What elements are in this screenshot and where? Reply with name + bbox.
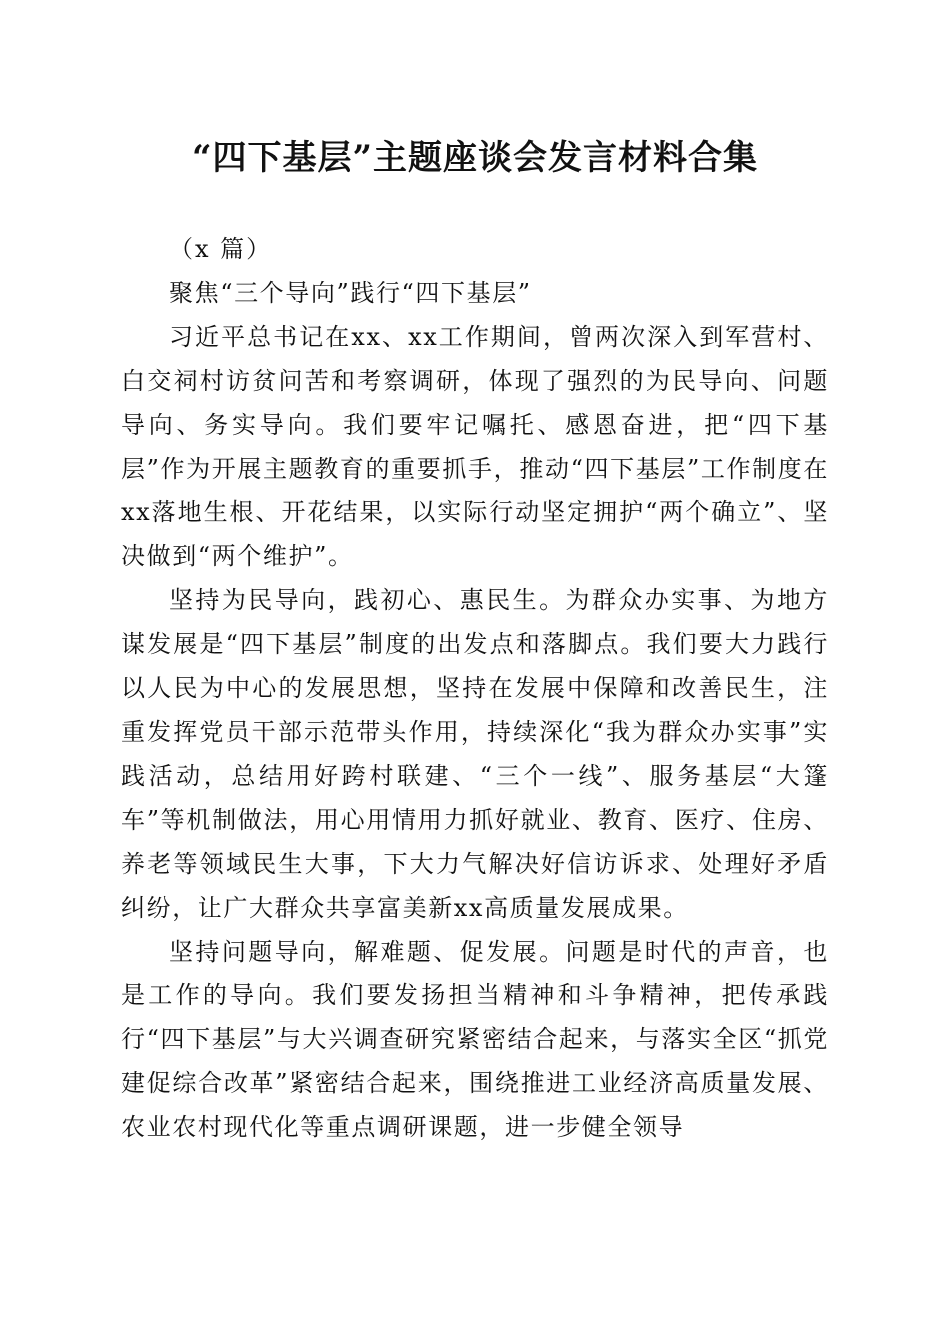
article-count-note: （x 篇） xyxy=(169,235,273,263)
document-title: “四下基层”主题座谈会发言材料合集 xyxy=(191,138,759,178)
paragraph-3: 坚持问题导向，解难题、促发展。问题是时代的声音，也是工作的导向。我们要发扬担当精神和斗争精神，把传承践行“四下基层”与大兴调查研究紧密结合起来，与落实全区“抓党建促综合改革”紧密结合起来，围绕推进工业经济高质量发展、农业农村现代化等重点调研课题，进一步健全领导 xyxy=(121,937,829,1142)
paragraph-1: 习近平总书记在xx、xx工作期间，曾两次深入到军营村、白交祠村访贫问苦和考察调研，体现了强烈的为民导向、问题导向、务实导向。我们要牢记嘱托、感恩奋进，把“四下基层”作为开展主题教育的重要抓手，推动“四下基层”工作制度在xx落地生根、开花结果，以实际行动坚定拥护“两个确立”、坚决做到“两个维护”。 xyxy=(121,322,829,571)
paragraph-2: 坚持为民导向，践初心、惠民生。为群众办实事、为地方谋发展是“四下基层”制度的出发点和落脚点。我们要大力践行以人民为中心的发展思想，坚持在发展中保障和改善民生，注重发挥党员干部示范带头作用，持续深化“我为群众办实事”实践活动，总结用好跨村联建、“三个一线”、服务基层“大篷车”等机制做法，用心用情用力抓好就业、教育、医疗、住房、养老等领域民生大事，下大力气解决好信访诉求、处理好矛盾纠纷，让广大群众共享富美新xx高质量发展成果。 xyxy=(121,586,829,922)
document-body xyxy=(121,228,829,1150)
section-title: 聚焦“三个导向”践行“四下基层” xyxy=(169,278,532,307)
